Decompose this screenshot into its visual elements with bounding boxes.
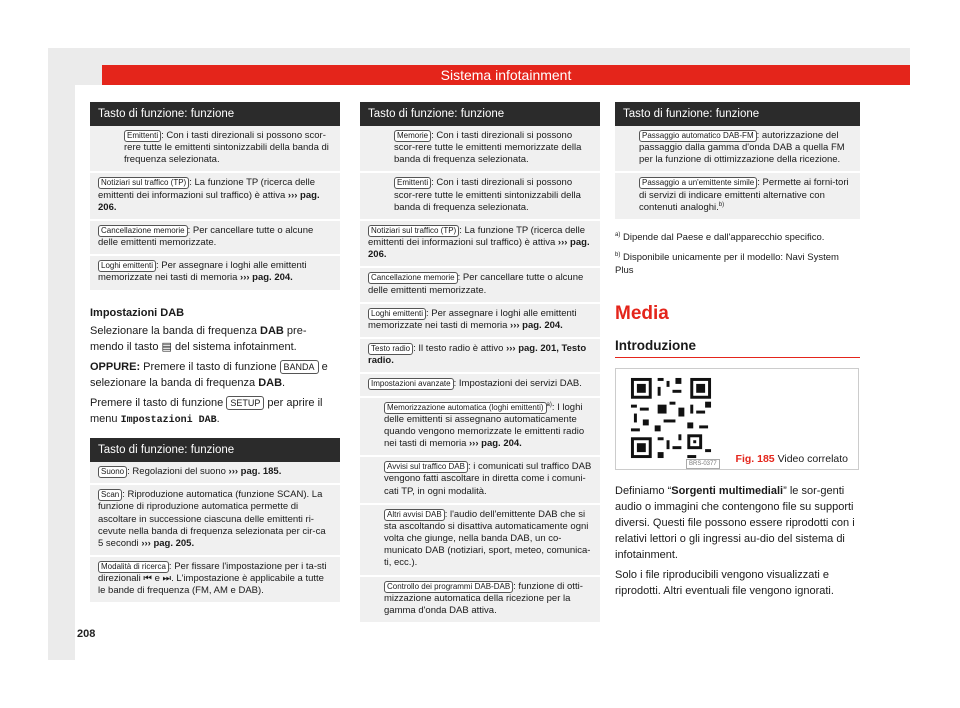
row-text: : Per cancellare tutte o alcune delle emittenti memorizzate.	[98, 224, 314, 249]
table-row: Cancellazione memorie : Per cancellare tutte o alcune delle emittenti memorizzate.	[360, 268, 600, 303]
table-header: Tasto di funzione: funzione	[360, 102, 600, 126]
page-reference[interactable]: ››› pag. 205.	[141, 537, 195, 549]
table-row: Emittenti : Con i tasti direzionali si possono scor-rere tutte le emittenti sintonizzabili della banda di frequenza selezionata.	[360, 173, 600, 220]
row-text: : Con i tasti direzionali si possono scor-rere tutte le emittenti sintonizzabili della banda di frequenza selezionata.	[124, 130, 329, 166]
function-key-tag: Avvisi sul traffico DAB	[384, 461, 468, 473]
function-key-tag: Scan	[98, 489, 122, 501]
figure-qr-video[interactable]	[615, 368, 859, 470]
table-row	[90, 485, 340, 557]
row-text: : Riproduzione automatica (funzione SCAN). La funzione di riproduzione automatica permette di ascoltare in successione ciascuna delle emittenti ri-cevute nella banda di frequenza selezionata per cir-ca 5 secondi	[98, 489, 326, 549]
setup-key: SETUP	[226, 396, 264, 410]
function-key-tag: Modalità di ricerca	[98, 561, 169, 573]
function-table-3	[360, 102, 600, 624]
row-text: : La funzione TP (ricerca delle emittenti dei informazioni sul traffico) è attiva	[98, 177, 316, 201]
function-key-tag: Controllo dei programmi DAB-DAB	[384, 581, 513, 593]
function-key-tag: Impostazioni avanzate	[368, 378, 454, 390]
function-key-tag: Loghi emittenti	[368, 308, 426, 320]
footnotes	[615, 231, 860, 278]
function-key-tag: Cancellazione memorie	[368, 272, 458, 284]
column-left	[90, 102, 340, 610]
function-key-tag: Cancellazione memorie	[98, 225, 188, 237]
dab-paragraph-2: OPPURE: Premere il tasto di funzione BANDA e selezionare la banda di frequenza DAB.	[90, 360, 328, 389]
function-key-tag: Notiziari sul traffico (TP)	[98, 177, 189, 189]
table-row: Notiziari sul traffico (TP) : La funzione TP (ricerca delle emittenti dei informazioni sul traffico) è attiva ››› pag. 206.	[360, 221, 600, 268]
column-middle	[360, 102, 600, 630]
table-row	[90, 221, 340, 256]
subsection-title-intro: Introduzione	[615, 337, 860, 359]
table-row: Loghi emittenti : Per assegnare i loghi alle emittenti memorizzate nei tasti di memoria ››› pag. 204.	[360, 304, 600, 339]
table-row	[90, 126, 340, 173]
table-row: Testo radio : Il testo radio è attivo ››› pag. 201, Testo radio.	[360, 339, 600, 374]
figure-caption: Fig. 185 Video correlato	[735, 453, 848, 466]
function-key-tag: Testo radio	[368, 343, 413, 355]
function-key-tag: Passaggio automatico DAB-FM	[639, 130, 757, 142]
page-reference[interactable]: ››› pag. 206.	[368, 237, 590, 261]
page-header-banner: Sistema infotainment	[102, 65, 910, 85]
footnote-a: $^{a)}$ Dipende dal Paese e dall'apparecchio specifico.	[615, 232, 825, 244]
row-text: : Regolazioni del suono	[127, 466, 226, 478]
media-paragraph-2: Solo i file riproducibili vengono visualizzati e riprodotti. Altri eventuali file vengono ignorati.	[615, 568, 834, 597]
function-key-tag: Memorizzazione automatica (loghi emittenti)	[384, 402, 547, 414]
qr-code-icon[interactable]	[628, 375, 714, 461]
dab-paragraph-1: Selezionare la banda di frequenza DAB pre-mendo il tasto ▤ del sistema infotainment.	[90, 324, 307, 353]
table-row: Passaggio automatico DAB-FM : autorizzazione del passaggio dalla gamma d'onda DAB a quella FM per la funzione di ottimizzazione della ricezione.	[615, 126, 860, 173]
table-row: Memorie : Con i tasti direzionali si possono scor-rere tutte le emittenti memorizzate della banda di frequenza selezionata.	[360, 126, 600, 173]
page-reference[interactable]: ››› pag. 185.	[228, 466, 282, 478]
function-key-tag: Passaggio a un'emittente simile	[639, 177, 757, 189]
function-table-4	[615, 102, 860, 221]
function-key-tag: Loghi emittenti	[98, 260, 156, 272]
function-key-tag: Suono	[98, 466, 127, 478]
function-key-tag: Notiziari sul traffico (TP)	[368, 225, 459, 237]
table-row: Controllo dei programmi DAB-DAB : funzione di otti-mizzazione automatica della ricezione per la gamma d'onda DAB attiva.	[360, 577, 600, 624]
radio-icon: ▤	[161, 340, 172, 353]
table-row	[90, 173, 340, 220]
table-row: Altri avvisi DAB : l'audio dell'emittente DAB che si sta ascoltando si disattiva automaticamente ogni volta che giunge, nella banda DAB, un co-municato DAB (notiziari, sport, meteo, comunica-ti, ecc.).	[360, 505, 600, 577]
table-row	[90, 256, 340, 291]
table-header: Tasto di funzione: funzione	[615, 102, 860, 126]
function-key-tag: Emittenti	[124, 130, 161, 142]
table-row: Impostazioni avanzate : Impostazioni dei servizi DAB.	[360, 374, 600, 397]
table-header: Tasto di funzione: funzione	[90, 102, 340, 126]
table-row	[90, 462, 340, 485]
function-table-2	[90, 438, 340, 604]
function-table-1	[90, 102, 340, 292]
dab-paragraph-3: Premere il tasto di funzione SETUP per aprire il menu Impostazioni DAB.	[90, 396, 323, 426]
page-reference[interactable]: ››› pag. 204.	[469, 438, 522, 450]
footnote-marker: b)	[718, 201, 725, 208]
menu-name: Impostazioni DAB	[120, 414, 217, 426]
banda-key: BANDA	[280, 360, 319, 374]
footnote-b: $^{b)}$ Disponibile unicamente per il modello: Navi System Plus	[615, 252, 839, 277]
page-number: 208	[77, 628, 96, 640]
page-reference[interactable]: ››› pag. 206.	[98, 189, 320, 213]
footnote-marker: a)	[546, 401, 552, 408]
table-header: Tasto di funzione: funzione	[90, 438, 340, 462]
page-reference[interactable]: ››› pag. 204.	[510, 319, 563, 331]
function-key-tag: Memorie	[394, 130, 431, 142]
section-title-dab: Impostazioni DAB	[90, 306, 185, 319]
section-title-media: Media	[615, 302, 669, 324]
page-reference[interactable]: ››› pag. 204.	[240, 272, 293, 284]
function-key-tag: Emittenti	[394, 177, 431, 189]
column-right	[615, 102, 860, 604]
row-text: : Per assegnare i loghi alle emittenti memorizzate nei tasti di memoria	[98, 260, 307, 284]
table-row: Passaggio a un'emittente simile : Permette ai forni-tori di servizi di indicare emittenti alternative con contenuti analoghi.$^{b)}$	[615, 173, 860, 221]
media-paragraph-1: Definiamo “Sorgenti multimediali” le sor-genti audio o immagini che contengono file su supporti diversi. Questi file possono essere riprodotti con i relativi lettori o gli ingressi au-dio del sistema di infotainment.	[615, 485, 855, 561]
row-text: : Per fissare l'impostazione per i ta-sti direzionali ⏮ e ⏭. L'impostazione è applicabile a tutte le bande di frequenza (FM, AM e DAB).	[98, 560, 327, 597]
table-row: Memorizzazione automatica (loghi emittenti) $^{a)}$: I loghi delle emittenti si assegnano automaticamente quando vengono memorizzate le emittenti radio nei tasti di memoria ››› pag. 204.	[360, 398, 600, 458]
page-reference[interactable]: ››› pag. 201, Testo radio.	[368, 343, 587, 367]
table-row: Avvisi sul traffico DAB : i comunicati sul traffico DAB vengono fatti ascoltare in diretta come i comuni-cati TP, in ogni modalità.	[360, 457, 600, 504]
function-key-tag: Altri avvisi DAB	[384, 509, 445, 521]
figure-code: BRS-0377	[686, 459, 720, 469]
table-row	[90, 557, 340, 604]
